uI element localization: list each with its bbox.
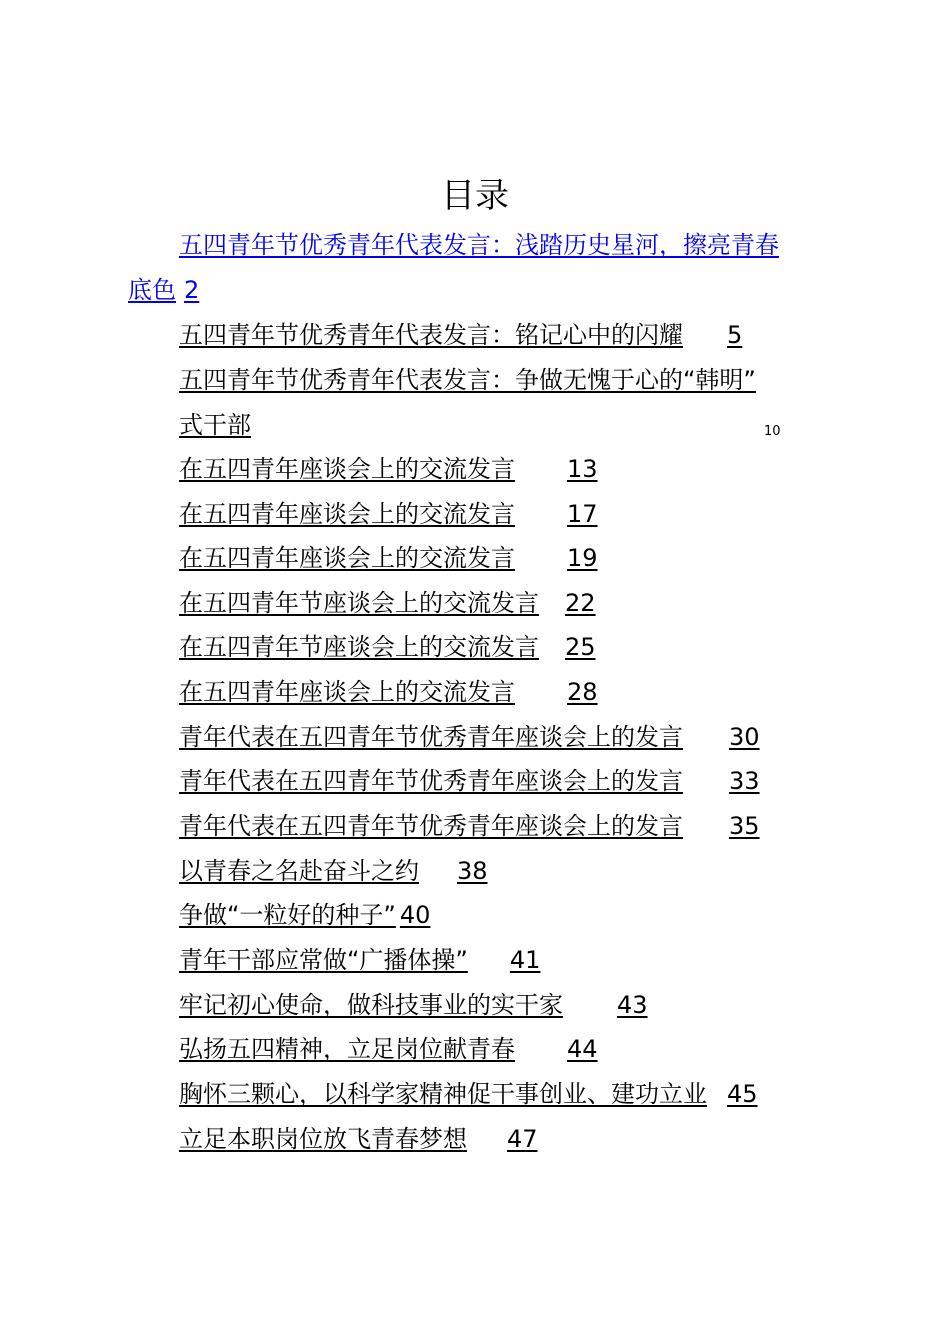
toc-page-number: 10 [764,424,781,439]
toc-page-number: 25 [565,633,596,661]
toc-entry-11[interactable] [179,765,760,797]
toc-entry-text: 在五四青年座谈会上的交流发言 [179,500,515,528]
toc-entry-text: 胸怀三颗心，以科学家精神促干事创业、建功立业 [179,1080,707,1108]
toc-page-number: 33 [729,767,760,795]
toc-entry-text: 以青春之名赴奋斗之约 [179,857,419,885]
toc-page-number: 17 [567,500,598,528]
toc-entry-text: 在五四青年座谈会上的交流发言 [179,678,515,706]
toc-page-number: 28 [567,678,598,706]
page-title: 目录 [441,176,509,216]
toc-page-number: 30 [729,723,760,751]
toc-entry-text: 在五四青年节座谈会上的交流发言 [179,589,539,617]
toc-entry-9[interactable] [179,676,598,708]
toc-entry-text: 五四青年节优秀青年代表发言：浅踏历史星河，擦亮青春 [179,231,779,259]
toc-entry-1[interactable] [179,229,779,261]
toc-page-number: 22 [565,589,596,617]
toc-entry-text: 在五四青年座谈会上的交流发言 [179,544,515,572]
toc-page-number: 19 [567,544,598,572]
toc-entry-8[interactable] [179,631,596,663]
toc-page-number: 2 [184,276,200,304]
toc-entry-text: 立足本职岗位放飞青春梦想 [179,1125,467,1153]
toc-entry-text: 底色 [128,276,176,304]
toc-entry-14[interactable] [179,899,430,931]
toc-entry-text: 争做“一粒好的种子” [179,901,396,929]
toc-entry-1-continued[interactable] [128,274,199,306]
toc-entry-text: 弘扬五四精神，立足岗位献青春 [179,1035,515,1063]
toc-entry-16[interactable] [179,989,648,1021]
toc-page-number: 45 [727,1080,758,1108]
toc-entry-12[interactable] [179,810,760,842]
toc-entry-6[interactable] [179,542,598,574]
toc-entry-3[interactable] [179,364,756,396]
toc-page-number: 35 [729,812,760,840]
toc-page-number: 5 [727,321,743,349]
toc-entry-13[interactable] [179,855,488,887]
toc-entry-4[interactable] [179,453,598,485]
toc-entry-text: 式干部 [179,411,251,439]
toc-entry-text: 在五四青年节座谈会上的交流发言 [179,633,539,661]
toc-entry-text: 五四青年节优秀青年代表发言：铭记心中的闪耀 [179,321,683,349]
toc-page-number: 47 [507,1125,538,1153]
toc-entry-17[interactable] [179,1033,598,1065]
toc-entry-10[interactable] [179,721,760,753]
toc-entry-18[interactable] [179,1078,758,1110]
toc-page-number: 41 [509,946,541,974]
toc-page-number: 38 [457,857,488,885]
toc-page-number: 13 [567,455,598,483]
toc-entry-19[interactable] [179,1123,538,1155]
toc-entry-text: 青年代表在五四青年节优秀青年座谈会上的发言 [179,812,683,840]
toc-entry-7[interactable] [179,587,596,619]
toc-entry-5[interactable] [179,498,598,530]
toc-page-number: 40 [399,901,431,929]
toc-page-number: 43 [617,991,648,1019]
toc-entry-text: 青年代表在五四青年节优秀青年座谈会上的发言 [179,723,683,751]
toc-entry-text: 在五四青年座谈会上的交流发言 [179,455,515,483]
toc-entry-text: 青年干部应常做“广播体操” [179,946,468,974]
toc-entry-text: 牢记初心使命，做科技事业的实干家 [179,991,563,1019]
toc-entry-text: 五四青年节优秀青年代表发言：争做无愧于心的“韩明” [179,366,756,394]
toc-entry-text: 青年代表在五四青年节优秀青年座谈会上的发言 [179,767,683,795]
toc-page-number: 44 [567,1035,598,1063]
toc-entry-3-continued[interactable] [179,409,299,441]
toc-entry-15[interactable] [179,944,540,976]
toc-entry-2[interactable] [179,319,742,351]
